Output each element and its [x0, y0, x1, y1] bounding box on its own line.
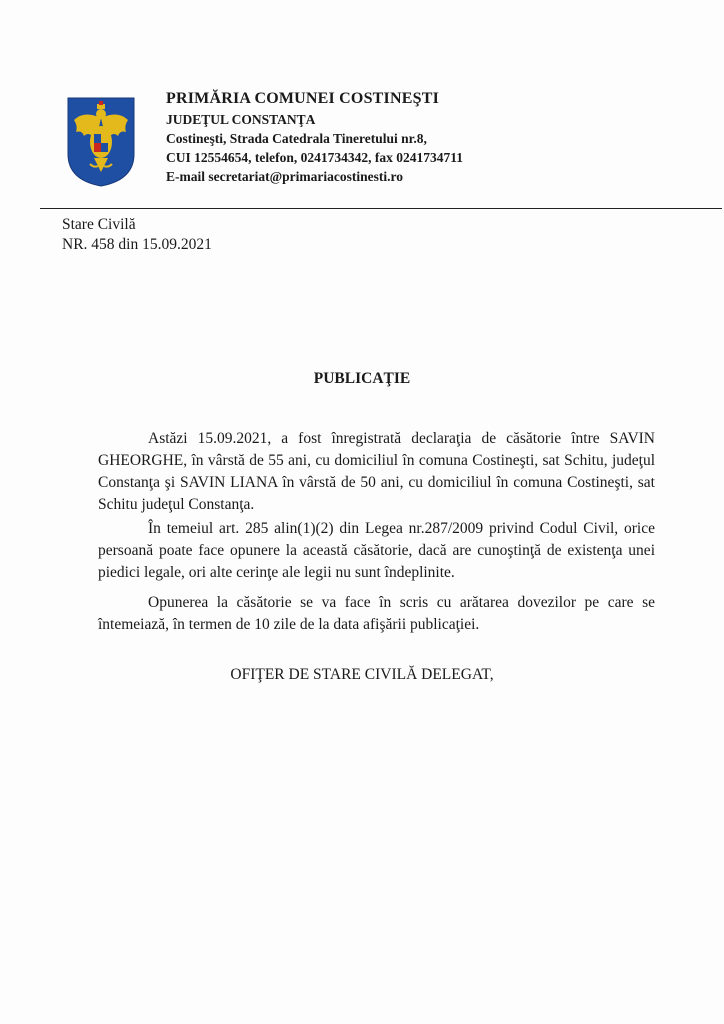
- department-label: Stare Civilă: [62, 216, 136, 233]
- header-divider: [40, 208, 722, 209]
- signature-line: OFIŢER DE STARE CIVILĂ DELEGAT,: [230, 666, 494, 683]
- document-meta: [62, 215, 212, 255]
- coat-of-arms-icon: [66, 96, 136, 188]
- contact-line: CUI 12554654, telefon, 0241734342, fax 0241734711: [166, 150, 463, 165]
- email-line: E-mail secretariat@primariacostinesti.ro: [166, 169, 403, 184]
- institution-name: PRIMĂRIA COMUNEI COSTINEŞTI: [166, 90, 439, 107]
- paragraph-declaration: Astăzi 15.09.2021, a fost înregistrată declaraţia de căsătorie între SAVIN GHEORGHE, în vârstă de 55 ani, cu domiciliul în comuna Costineşti, sat Schitu, judeţul Constanţa şi SAVIN LIANA în vârstă de 50 ani, cu domiciliul în comuna Costineşti, sat Schitu judeţul Constanţa.: [98, 430, 655, 513]
- paragraph-opposition: Opunerea la căsătorie se va face în scris cu arătarea dovezilor pe care se întemeiază, în termen de 10 zile de la data afişării publicaţiei.: [98, 594, 655, 633]
- document-title: PUBLICAŢIE: [313, 370, 411, 387]
- registration-number: NR. 458 din 15.09.2021: [62, 236, 212, 253]
- address-line: Costineşti, Strada Catedrala Tineretului nr.8,: [166, 131, 427, 146]
- paragraph-legal-basis: În temeiul art. 285 alin(1)(2) din Legea nr.287/2009 privind Codul Civil, orice persoană poate face opunere la această căsătorie, dacă are cunoştinţă de existenţa unei piedici legale, ori alte cerinţe ale legii nu sunt îndeplinite.: [98, 520, 655, 581]
- institution-header: [166, 88, 686, 186]
- county-name: JUDEŢUL CONSTANŢA: [166, 112, 316, 127]
